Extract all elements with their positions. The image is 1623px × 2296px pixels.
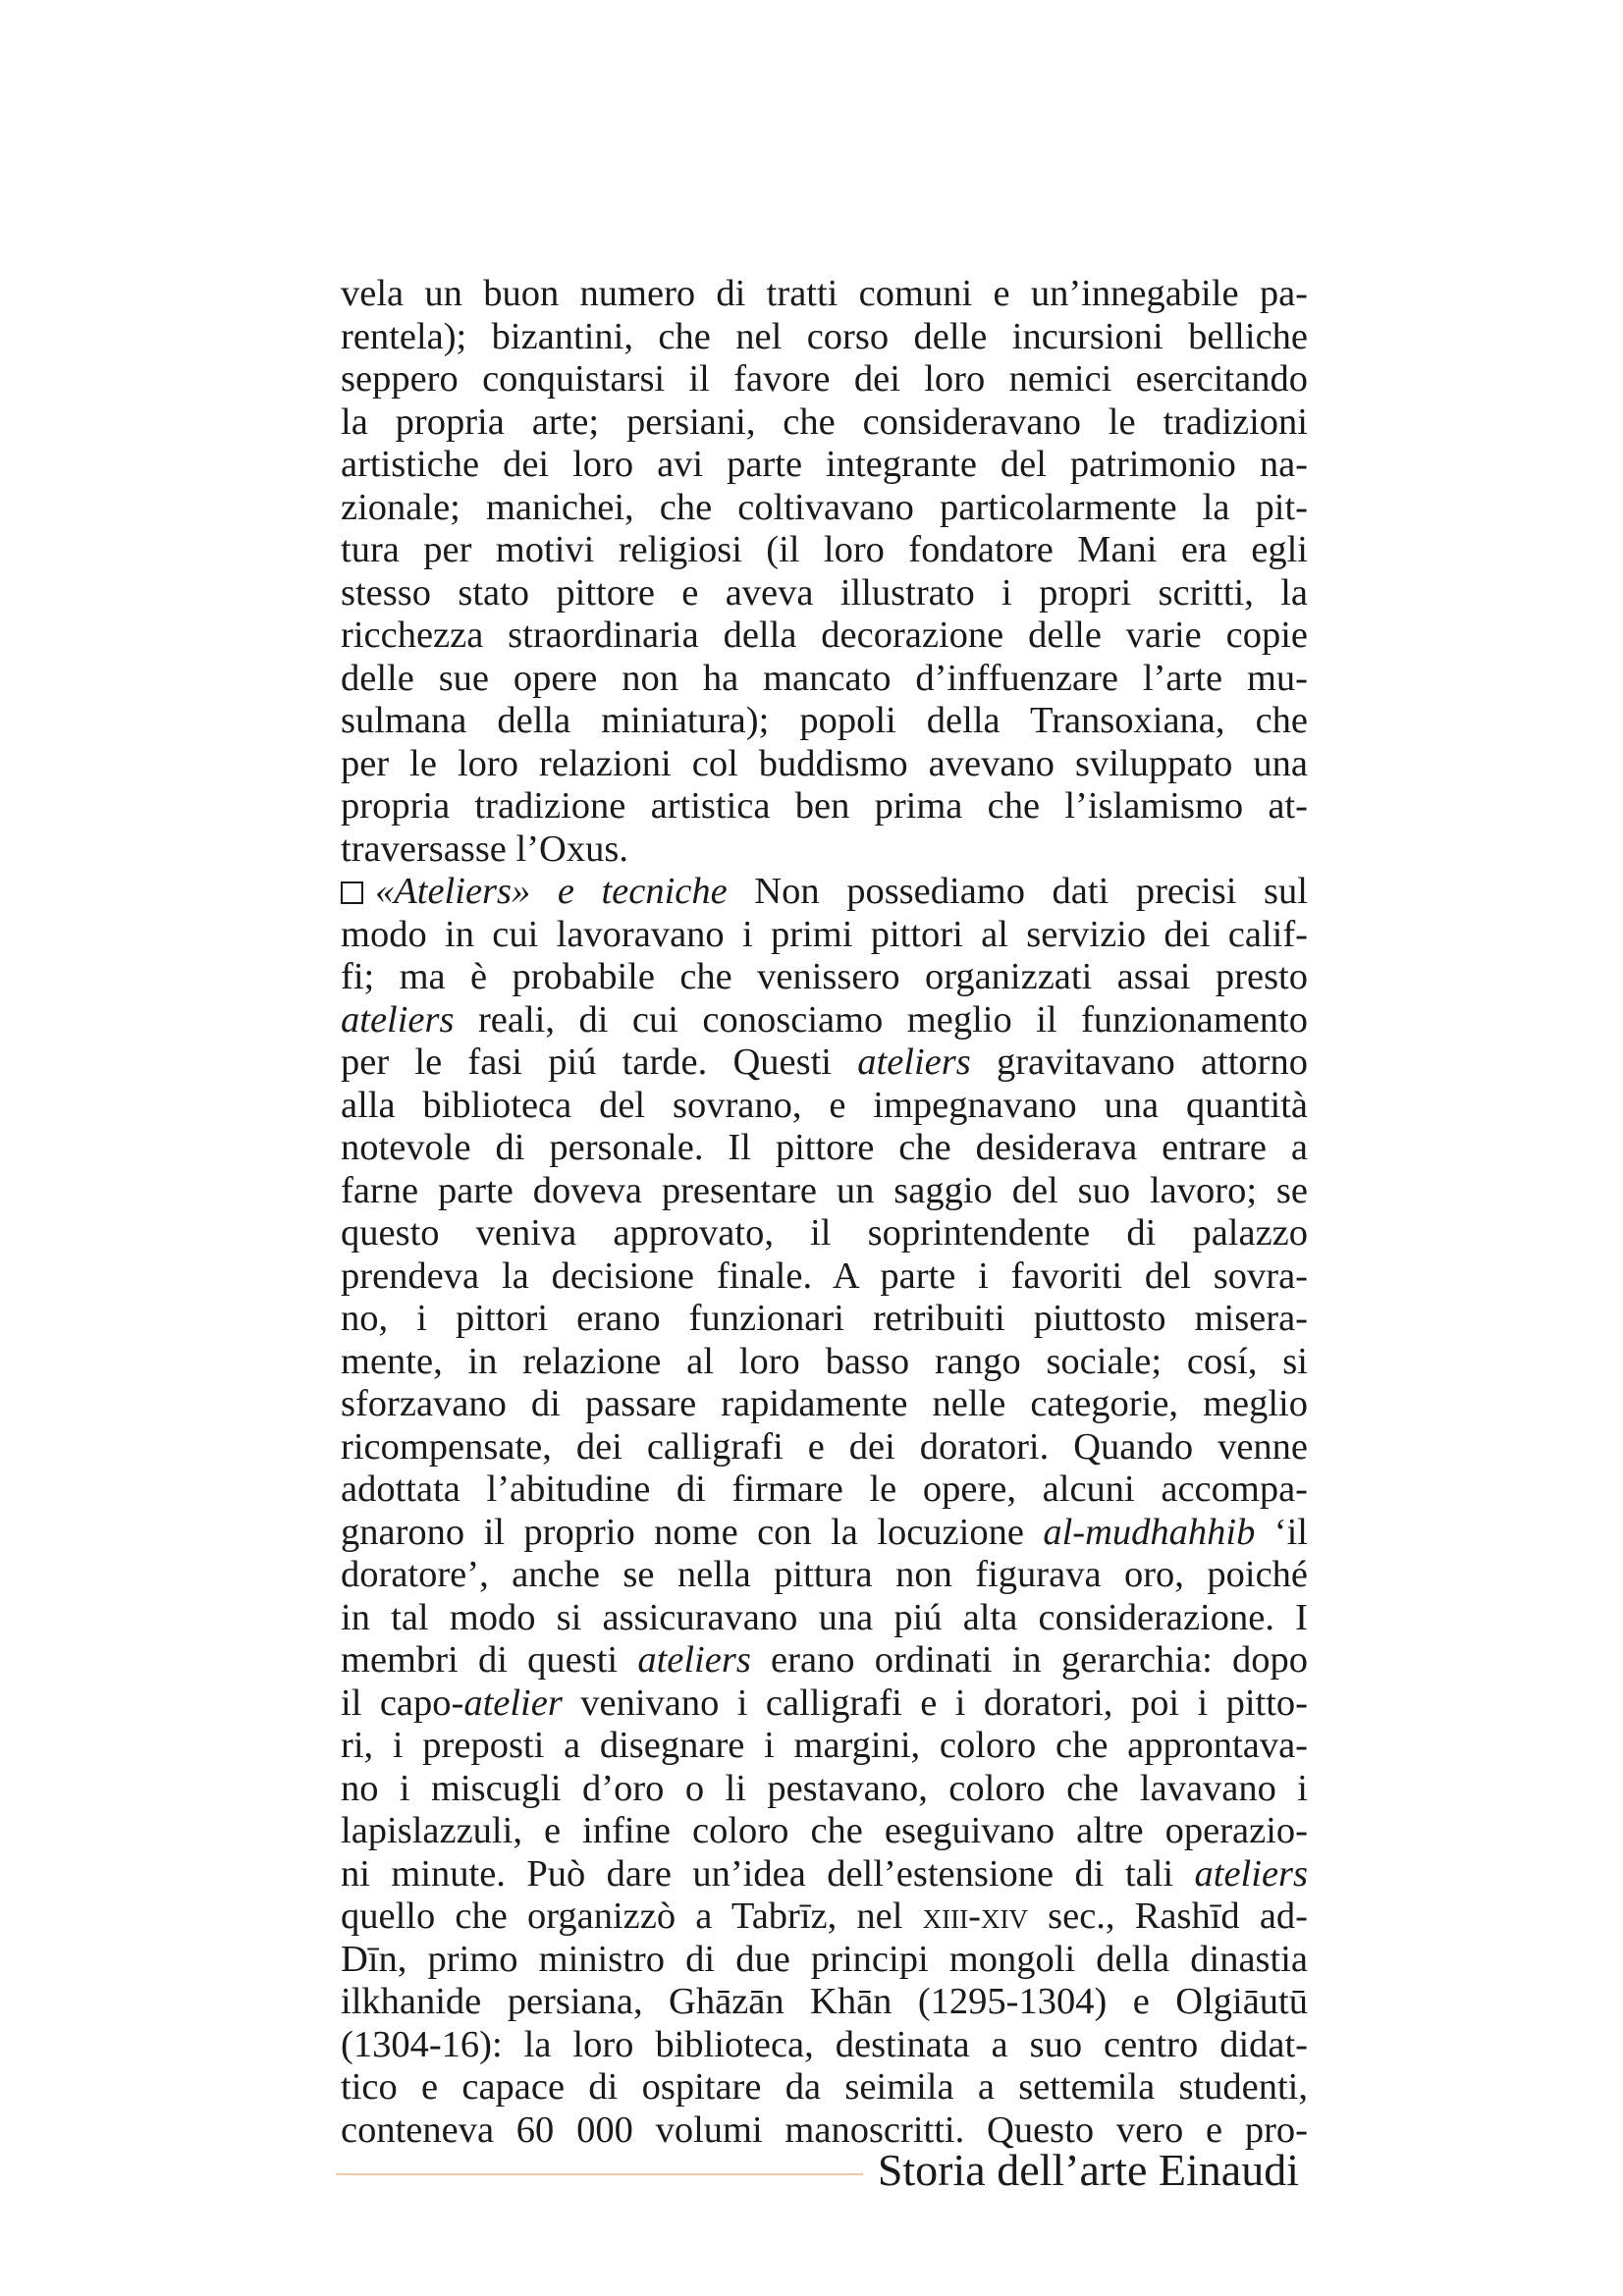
text-line: modo in cui lavoravano i primi pittori al servizio dei calif- [341,913,1308,955]
footer-divider [336,2173,863,2175]
text-line [341,1512,1308,1555]
text-line: fi; ma è probabile che venissero organizzati assai presto [341,956,1308,997]
text-line: mente, in relazione al loro basso rango sociale; cosí, si [341,1340,1308,1382]
text-line: ricompensate, dei calligrafi e dei doratori. Quando venne [341,1425,1308,1468]
section-heading: «Ateliers» e tecniche [375,871,728,912]
text-line: alla biblioteca del sovrano, e impegnavano una quantità [341,1084,1308,1126]
text-fragment: gnarono il proprio nome con la locuzione [341,1511,1044,1553]
italic-term: ateliers [341,998,455,1041]
text-fragment: membri di questi [341,1639,638,1681]
text-fragment: sec., Rashīd ad- [1027,1896,1308,1937]
text-line: farne parte doveva presentare un saggio del suo lavoro; se [341,1169,1308,1211]
text-line: per le loro relazioni col buddismo avevano sviluppato una [341,742,1308,784]
text-line: questo veniva approvato, il soprintendente di palazzo [341,1212,1308,1254]
text-fragment: quello che organizzò a Tabrīz, nel [341,1896,923,1937]
text-line: rentela); bizantini, che nel corso delle incursioni belliche [341,315,1308,357]
section-start-line [341,871,1308,914]
text-line: doratore’, anche se nella pittura non figurava oro, poiché [341,1554,1308,1595]
italic-term: atelier [463,1682,563,1724]
text-line: Dīn, primo ministro di due principi mongoli della dinastia [341,1938,1308,1980]
text-line: sulmana della miniatura); popoli della Transoxiana, che [341,700,1308,741]
text-fragment: ‘il [1255,1511,1308,1553]
text-line: sforzavano di passare rapidamente nelle categorie, meglio [341,1383,1308,1424]
text-line: in tal modo si assicuravano una piú alta considerazione. I [341,1596,1308,1638]
text-line: (1304-16): la loro biblioteca, destinata a suo centro didat- [341,2023,1308,2065]
text-line: tura per motivi religiosi (il loro fondatore Mani era egli [341,529,1308,570]
text-line: ricchezza straordinaria della decorazione delle varie copie [341,614,1308,656]
text-line: seppero conquistarsi il favore dei loro nemici esercitando [341,358,1308,400]
text-line: propria tradizione artistica ben prima che l’islamismo at- [341,785,1308,827]
text-fragment: erano ordinati in gerarchia: dopo [750,1639,1308,1681]
text-line: traversasse l’Oxus. [341,828,628,870]
text-line: lapislazzuli, e infine coloro che eseguivano altre operazio- [341,1810,1308,1851]
text-line: delle sue opere non ha mancato d’inffuenzare l’arte mu- [341,657,1308,699]
text-line: adottata l’abitudine di firmare le opere, alcuni accompa- [341,1468,1308,1510]
square-bullet-icon [341,881,363,904]
text-line: ilkhanide persiana, Ghāzān Khān (1295-1304) e Olgiāutū [341,1981,1308,2022]
italic-term: ateliers [857,1041,971,1083]
text-line: la propria arte; persiani, che consideravano le tradizioni [341,400,1308,443]
footer-title: Storia dell’arte Einaudi [877,2145,1299,2195]
text-line [341,1041,1308,1085]
text-line: no, i pittori erano funzionari retribuiti piuttosto misera- [341,1298,1308,1339]
text-line: zionale; manichei, che coltivavano particolarmente la pit- [341,486,1308,528]
text-fragment: ni minute. Può dare un’idea dell’estensione di tali [341,1852,1195,1895]
text-line: notevole di personale. Il pittore che desiderava entrare a [341,1127,1308,1168]
text-fragment: Non possediamo dati precisi sul [727,871,1308,912]
century-smallcaps: xiii-xiv [922,1896,1028,1937]
body-text [341,273,1308,2152]
text-line: prendeva la decisione finale. A parte i favoriti del sovra- [341,1255,1308,1297]
text-fragment: il capo- [341,1682,464,1724]
text-line: ri, i preposti a disegnare i margini, coloro che approntava- [341,1725,1308,1766]
text-line [341,1853,1308,1896]
text-line: conteneva 60 000 volumi manoscritti. Questo vero e pro- [341,2109,1308,2151]
text-line [341,1682,1308,1726]
text-line [341,1639,1308,1682]
italic-term: al-mudhahhib [1043,1511,1256,1553]
text-fragment: per le fasi piú tarde. Questi [341,1041,858,1083]
text-fragment: gravitavano attorno [970,1041,1308,1083]
text-line [341,1896,1308,1939]
text-line: no i miscugli d’oro o li pestavano, coloro che lavavano i [341,1767,1308,1809]
italic-term: ateliers [637,1639,751,1681]
text-line: tico e capace di ospitare da seimila a settemila studenti, [341,2066,1308,2108]
text-line [341,999,1308,1042]
text-line: stesso stato pittore e aveva illustrato i propri scritti, la [341,571,1308,614]
italic-term: ateliers [1194,1852,1308,1895]
text-line: artistiche dei loro avi parte integrante del patrimonio na- [341,444,1308,485]
text-fragment: venivano i calligrafi e i doratori, poi i pitto- [562,1682,1308,1724]
text-line: vela un buon numero di tratti comuni e un’innegabile pa- [341,273,1308,314]
text-fragment: reali, di cui conosciamo meglio il funzionamento [477,998,1308,1041]
